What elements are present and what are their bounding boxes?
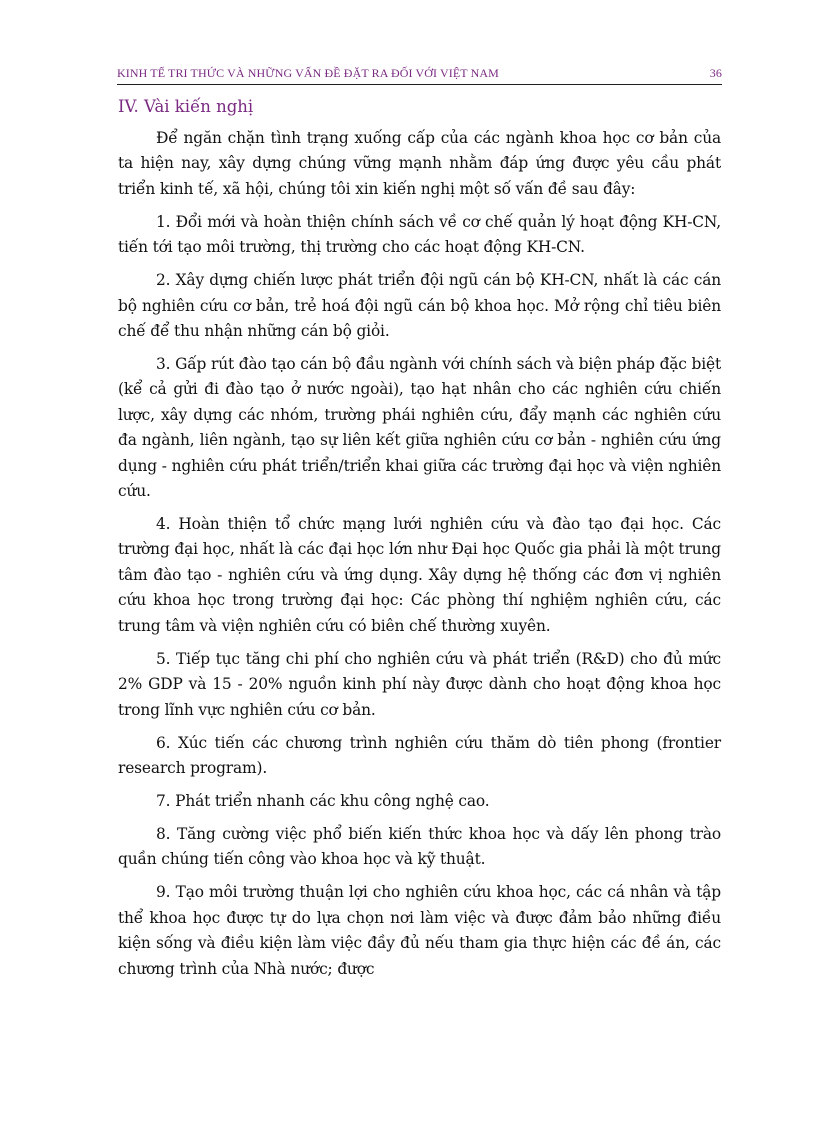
- page-body: [118, 94, 721, 990]
- section-heading: IV. Vài kiến nghị: [118, 97, 254, 116]
- recommendation-1: 1. Đổi mới và hoàn thiện chính sách về cơ chế quản lý hoạt động KH-CN, tiến tới tạo môi trường, thị trường cho các hoạt động KH-CN.: [118, 212, 721, 257]
- header-title: KINH TẾ TRI THỨC VÀ NHỮNG VẤN ĐỀ ĐẶT RA ĐỐI VỚI VIỆT NAM: [117, 66, 499, 80]
- recommendation-8: 8. Tăng cường việc phổ biến kiến thức khoa học và dấy lên phong trào quần chúng tiến công vào khoa học và kỹ thuật.: [118, 824, 721, 869]
- page-number: 36: [709, 66, 722, 80]
- recommendation-4: 4. Hoàn thiện tổ chức mạng lưới nghiên cứu và đào tạo đại học. Các trường đại học, nhất là các đại học lớn như Đại học Quốc gia phải là một trung tâm đào tạo - nghiên cứu và ứng dụng. Xây dựng hệ thống các đơn vị nghiên cứu khoa học trong trường đại học: Các phòng thí nghiệm nghiên cứu, các trung tâm và viện nghiên cứu có biên chế thường xuyên.: [118, 515, 721, 635]
- recommendation-3: 3. Gấp rút đào tạo cán bộ đầu ngành với chính sách và biện pháp đặc biệt (kể cả gửi đi đào tạo ở nước ngoài), tạo hạt nhân cho các nghiên cứu chiến lược, xây dựng các nhóm, trường phái nghiên cứu, đẩy mạnh các nghiên cứu đa ngành, liên ngành, tạo sự liên kết giữa nghiên cứu cơ bản - nghiên cứu ứng dụng - nghiên cứu phát triển/triển khai giữa các trường đại học và viện nghiên cứu.: [118, 355, 721, 501]
- recommendation-6: 6. Xúc tiến các chương trình nghiên cứu thăm dò tiên phong (frontier research program).: [118, 733, 721, 777]
- recommendation-9: 9. Tạo môi trường thuận lợi cho nghiên cứu khoa học, các cá nhân và tập thể khoa học được tự do lựa chọn nơi làm việc và được đảm bảo những điều kiện sống và điều kiện làm việc đầy đủ nếu tham gia thực hiện các đề án, các chương trình của Nhà nước; được: [118, 883, 721, 978]
- recommendation-2: 2. Xây dựng chiến lược phát triển đội ngũ cán bộ KH-CN, nhất là các cán bộ nghiên cứu cơ bản, trẻ hoá đội ngũ cán bộ khoa học. Mở rộng chỉ tiêu biên chế để thu nhận những cán bộ giỏi.: [118, 271, 721, 341]
- recommendation-7: 7. Phát triển nhanh các khu công nghệ cao.: [156, 791, 490, 810]
- running-header: [117, 64, 722, 85]
- intro-paragraph: Để ngăn chặn tình trạng xuống cấp của các ngành khoa học cơ bản của ta hiện nay, xây dựng chúng vững mạnh nhằm đáp ứng được yêu cầu phát triển kinh tế, xã hội, chúng tôi xin kiến nghị một số vấn đề sau đây:: [118, 129, 721, 198]
- recommendation-5: 5. Tiếp tục tăng chi phí cho nghiên cứu và phát triển (R&D) cho đủ mức 2% GDP và 15 - 20% nguồn kinh phí này được dành cho hoạt động khoa học trong lĩnh vực nghiên cứu cơ bản.: [118, 649, 721, 719]
